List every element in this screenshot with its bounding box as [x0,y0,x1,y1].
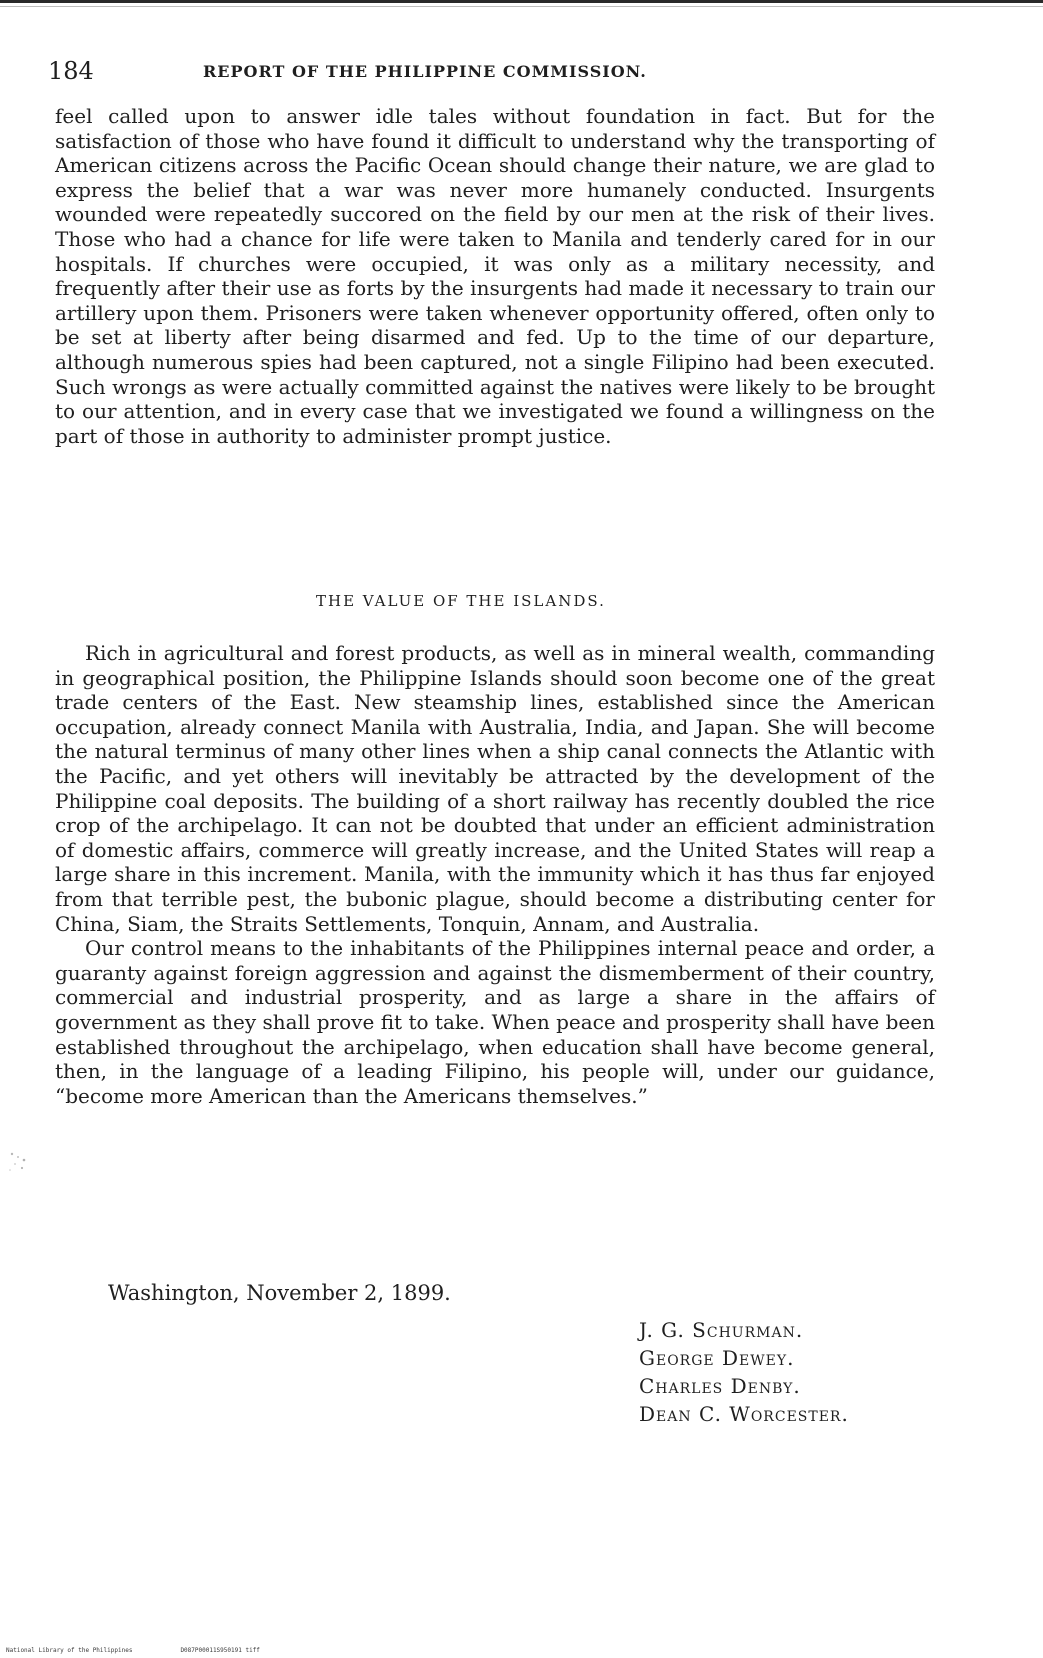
page-number: 184 [48,57,94,85]
signature-block [639,1316,849,1428]
margin-smudge-icon [4,1148,32,1176]
page-header [48,56,768,90]
signature-worcester: Dean C. Worcester. [639,1402,849,1426]
signature-schurman: J. G. Schurman. [639,1318,804,1342]
footer [6,1647,260,1655]
signature-denby: Charles Denby. [639,1374,801,1398]
date-line: Washington, November 2, 1899. [108,1281,451,1305]
paragraph-our-control: Our control means to the inhabitants of the Philippines internal peace and order, a guaranty against foreign aggression and against the dismemberment of their country, commercial and industrial prosperity, and as large a share in the affairs of government as they shall prove fit to take. When peace and prosperity shall have been established throughout the archipelago, when education shall have become general, then, in the language of a leading Filipino, his people will, under our guidance, “become more American than the Americans themselves.” [55,936,935,1108]
signature-dewey: George Dewey. [639,1346,795,1370]
body-text-upper [55,104,935,448]
footer-file: D087P00011S950191 tiff [180,1647,260,1654]
paragraph-continued: feel called upon to answer idle tales without foundation in fact. But for the satisfaction of those who have found it difficult to understand why the transporting of American citizens across the Pacific Ocean should change their nature, we are glad to express the belief that a war was never more humanely conducted. Insurgents wounded were repeatedly succored on the field by our men at the risk of their lives. Those who had a chance for life were taken to Manila and tenderly cared for in our hospitals. If churches were occupied, it was only as a military necessity, and frequently after their use as forts by the insurgents had made it necessary to train our artillery upon them. Prisoners were taken whenever opportunity offered, often only to be set at liberty after being disarmed and fed. Up to the time of our departure, although numerous spies had been captured, not a single Filipino had been executed. Such wrongs as were actually committed against the natives were likely to be brought to our attention, and in every case that we investigated we found a willingness on the part of those in authority to administer prompt justice. [55,104,935,448]
top-rule-thin [0,6,1043,7]
footer-library: National Library of the Philippines [6,1647,133,1654]
section-heading: THE VALUE OF THE ISLANDS. [316,592,606,610]
top-rule [0,0,1043,3]
paragraph-value-of-islands: Rich in agricultural and forest products, as well as in mineral wealth, commanding in geographical position, the Philippine Islands should soon become one of the great trade centers of the East. New steamship lines, established since the American occupation, already connect Manila with Australia, India, and Japan. She will become the natural terminus of many other lines when a ship canal connects the Atlantic with the Pacific, and yet others will inevitably be attracted by the development of the Philippine coal deposits. The building of a short railway has recently doubled the rice crop of the archipelago. It can not be doubted that under an efficient administration of domestic affairs, commerce will greatly increase, and the United States will reap a large share in this increment. Manila, with the immunity which it has thus far enjoyed from that terrible pest, the bubonic plague, should become a distributing center for China, Siam, the Straits Settlements, Tonquin, Annam, and Australia. [55,641,935,936]
running-title: REPORT OF THE PHILIPPINE COMMISSION. [203,62,647,81]
body-text-lower [55,641,935,1108]
